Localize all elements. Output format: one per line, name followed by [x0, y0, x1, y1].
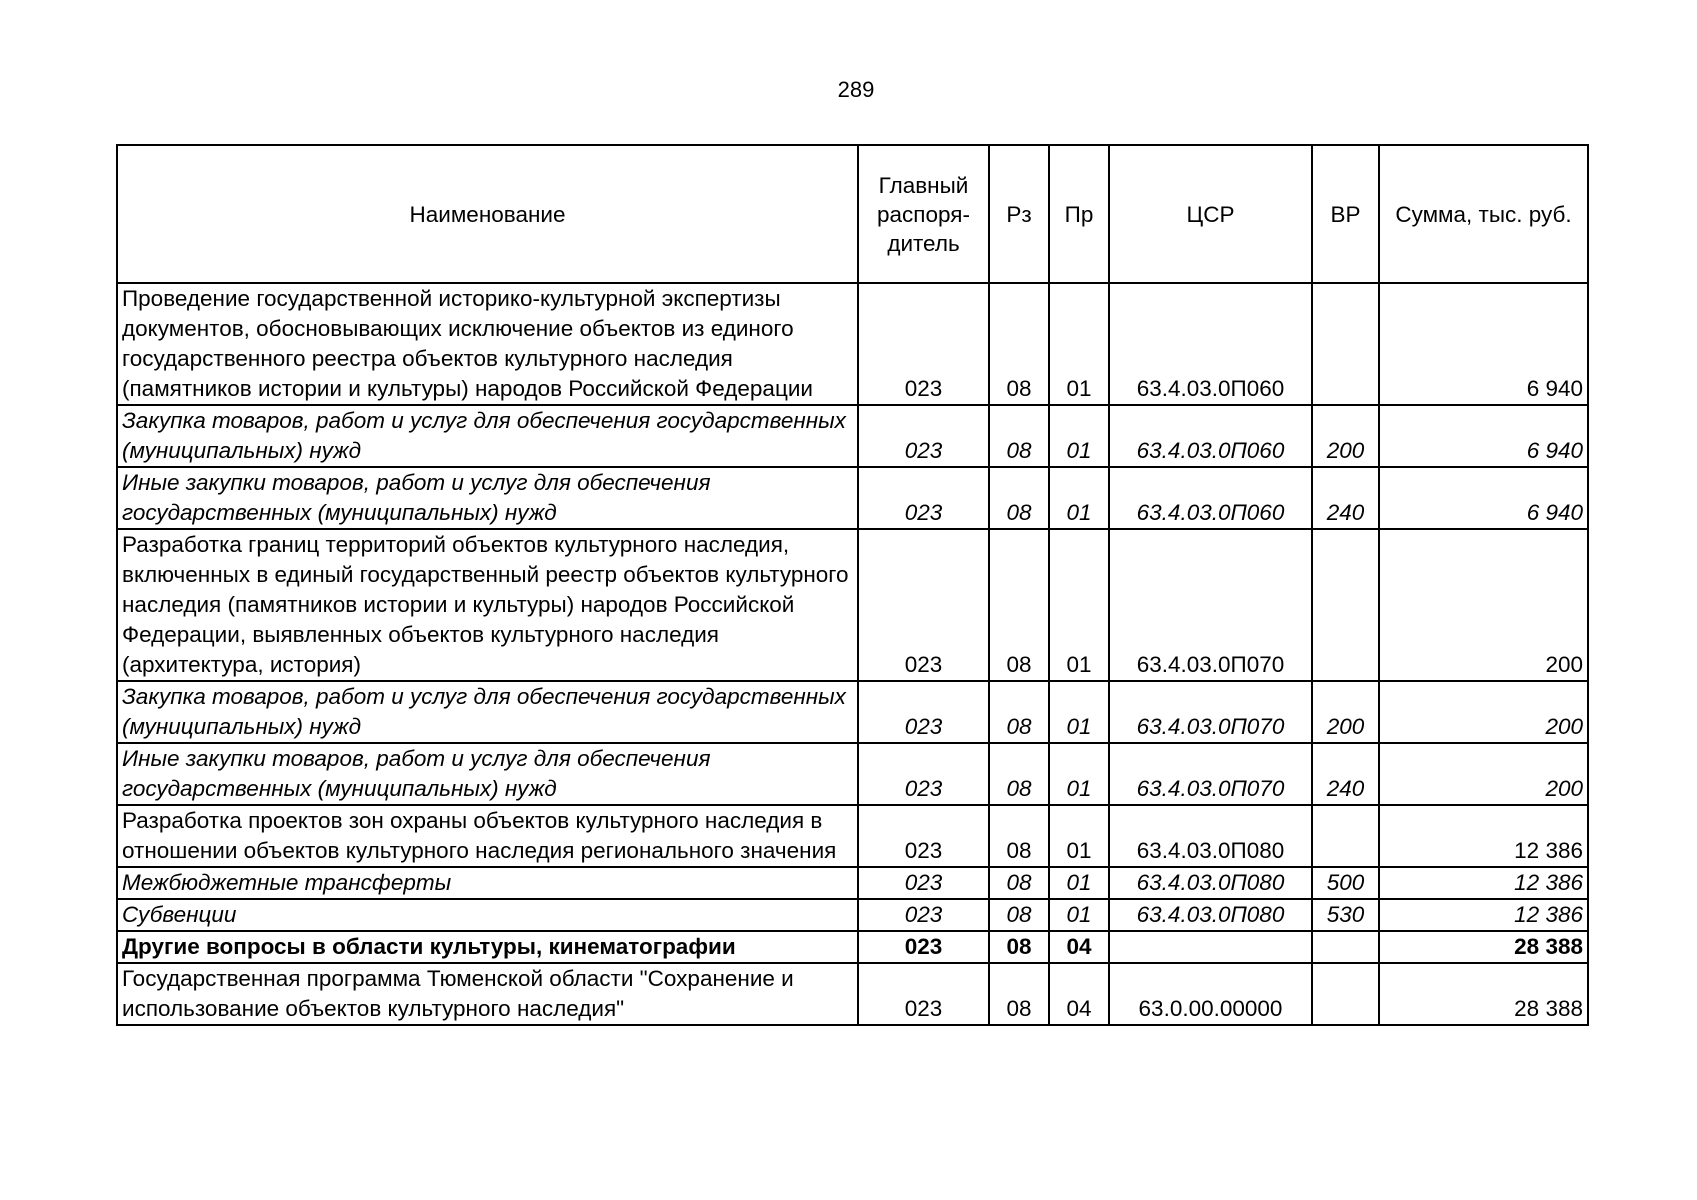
cell-sum: 12 386 [1379, 805, 1588, 867]
cell-section: 08 [989, 805, 1049, 867]
cell-target-article: 63.4.03.0П080 [1109, 805, 1312, 867]
cell-main-manager: 023 [858, 467, 989, 529]
table-row [117, 963, 1588, 1025]
cell-expense-type: 200 [1312, 681, 1379, 743]
header-sum: Сумма, тыс. руб. [1379, 145, 1588, 283]
table-row [117, 805, 1588, 867]
cell-name: Закупка товаров, работ и услуг для обеспечения государственных (муниципальных) нужд [117, 405, 858, 467]
table-row [117, 467, 1588, 529]
cell-main-manager: 023 [858, 963, 989, 1025]
cell-subsection: 01 [1049, 681, 1109, 743]
header-subsection: Пр [1049, 145, 1109, 283]
header-main-manager: Главный распоря-дитель [858, 145, 989, 283]
cell-name: Разработка границ территорий объектов культурного наследия, включенных в единый государственный реестр объектов культурного наследия (памятников истории и культуры) народов Российской Федерации, выявленных объектов культурного наследия (архитектура, история) [117, 529, 858, 681]
cell-section: 08 [989, 529, 1049, 681]
cell-expense-type: 500 [1312, 867, 1379, 899]
cell-name: Проведение государственной историко-культурной экспертизы документов, обосновывающих исключение объектов из единого государственного реестра объектов культурного наследия (памятников истории и культуры) народов Российской Федерации [117, 283, 858, 405]
table-row [117, 405, 1588, 467]
cell-section: 08 [989, 681, 1049, 743]
cell-expense-type [1312, 963, 1379, 1025]
table-row [117, 899, 1588, 931]
cell-target-article: 63.4.03.0П070 [1109, 743, 1312, 805]
cell-main-manager: 023 [858, 899, 989, 931]
cell-subsection: 01 [1049, 899, 1109, 931]
header-section: Рз [989, 145, 1049, 283]
cell-target-article: 63.4.03.0П060 [1109, 467, 1312, 529]
cell-expense-type [1312, 283, 1379, 405]
cell-main-manager: 023 [858, 283, 989, 405]
cell-target-article: 63.4.03.0П060 [1109, 405, 1312, 467]
table-row [117, 283, 1588, 405]
cell-expense-type: 240 [1312, 743, 1379, 805]
cell-sum: 12 386 [1379, 899, 1588, 931]
table-header-row [117, 145, 1588, 283]
cell-section: 08 [989, 405, 1049, 467]
cell-target-article: 63.4.03.0П060 [1109, 283, 1312, 405]
page-number: 289 [837, 77, 875, 102]
cell-name: Иные закупки товаров, работ и услуг для обеспечения государственных (муниципальных) нужд [117, 743, 858, 805]
cell-expense-type: 240 [1312, 467, 1379, 529]
cell-sum: 6 940 [1379, 467, 1588, 529]
cell-expense-type [1312, 931, 1379, 963]
cell-main-manager: 023 [858, 529, 989, 681]
cell-main-manager: 023 [858, 743, 989, 805]
cell-expense-type [1312, 805, 1379, 867]
cell-sum: 28 388 [1379, 963, 1588, 1025]
cell-main-manager: 023 [858, 405, 989, 467]
cell-target-article [1109, 931, 1312, 963]
header-name: Наименование [117, 145, 858, 283]
cell-sum: 28 388 [1379, 931, 1588, 963]
cell-sum: 6 940 [1379, 405, 1588, 467]
cell-sum: 200 [1379, 529, 1588, 681]
cell-name: Межбюджетные трансферты [117, 867, 858, 899]
cell-subsection: 01 [1049, 467, 1109, 529]
cell-sum: 200 [1379, 681, 1588, 743]
cell-subsection: 01 [1049, 283, 1109, 405]
cell-subsection: 01 [1049, 529, 1109, 681]
cell-name: Государственная программа Тюменской области "Сохранение и использование объектов культурного наследия" [117, 963, 858, 1025]
cell-main-manager: 023 [858, 931, 989, 963]
cell-sum: 12 386 [1379, 867, 1588, 899]
cell-expense-type [1312, 529, 1379, 681]
cell-main-manager: 023 [858, 867, 989, 899]
cell-name: Разработка проектов зон охраны объектов культурного наследия в отношении объектов культурного наследия регионального значения [117, 805, 858, 867]
cell-subsection: 04 [1049, 963, 1109, 1025]
cell-expense-type: 530 [1312, 899, 1379, 931]
cell-section: 08 [989, 283, 1049, 405]
cell-name: Другие вопросы в области культуры, кинематографии [117, 931, 858, 963]
header-expense-type: ВР [1312, 145, 1379, 283]
cell-name: Закупка товаров, работ и услуг для обеспечения государственных (муниципальных) нужд [117, 681, 858, 743]
cell-target-article: 63.4.03.0П070 [1109, 529, 1312, 681]
cell-sum: 6 940 [1379, 283, 1588, 405]
cell-target-article: 63.0.00.00000 [1109, 963, 1312, 1025]
table-row [117, 931, 1588, 963]
header-target-article: ЦСР [1109, 145, 1312, 283]
table-row [117, 681, 1588, 743]
cell-target-article: 63.4.03.0П080 [1109, 899, 1312, 931]
cell-section: 08 [989, 963, 1049, 1025]
cell-sum: 200 [1379, 743, 1588, 805]
cell-subsection: 01 [1049, 867, 1109, 899]
table-row [117, 867, 1588, 899]
cell-section: 08 [989, 743, 1049, 805]
table-body [117, 283, 1588, 1025]
cell-name: Иные закупки товаров, работ и услуг для обеспечения государственных (муниципальных) нужд [117, 467, 858, 529]
cell-main-manager: 023 [858, 681, 989, 743]
cell-name: Субвенции [117, 899, 858, 931]
cell-subsection: 01 [1049, 805, 1109, 867]
cell-section: 08 [989, 899, 1049, 931]
cell-section: 08 [989, 467, 1049, 529]
cell-subsection: 01 [1049, 405, 1109, 467]
cell-expense-type: 200 [1312, 405, 1379, 467]
table-row [117, 529, 1588, 681]
cell-main-manager: 023 [858, 805, 989, 867]
cell-subsection: 04 [1049, 931, 1109, 963]
budget-table [116, 144, 1589, 1026]
cell-target-article: 63.4.03.0П080 [1109, 867, 1312, 899]
cell-section: 08 [989, 931, 1049, 963]
cell-section: 08 [989, 867, 1049, 899]
cell-subsection: 01 [1049, 743, 1109, 805]
table-row [117, 743, 1588, 805]
cell-target-article: 63.4.03.0П070 [1109, 681, 1312, 743]
